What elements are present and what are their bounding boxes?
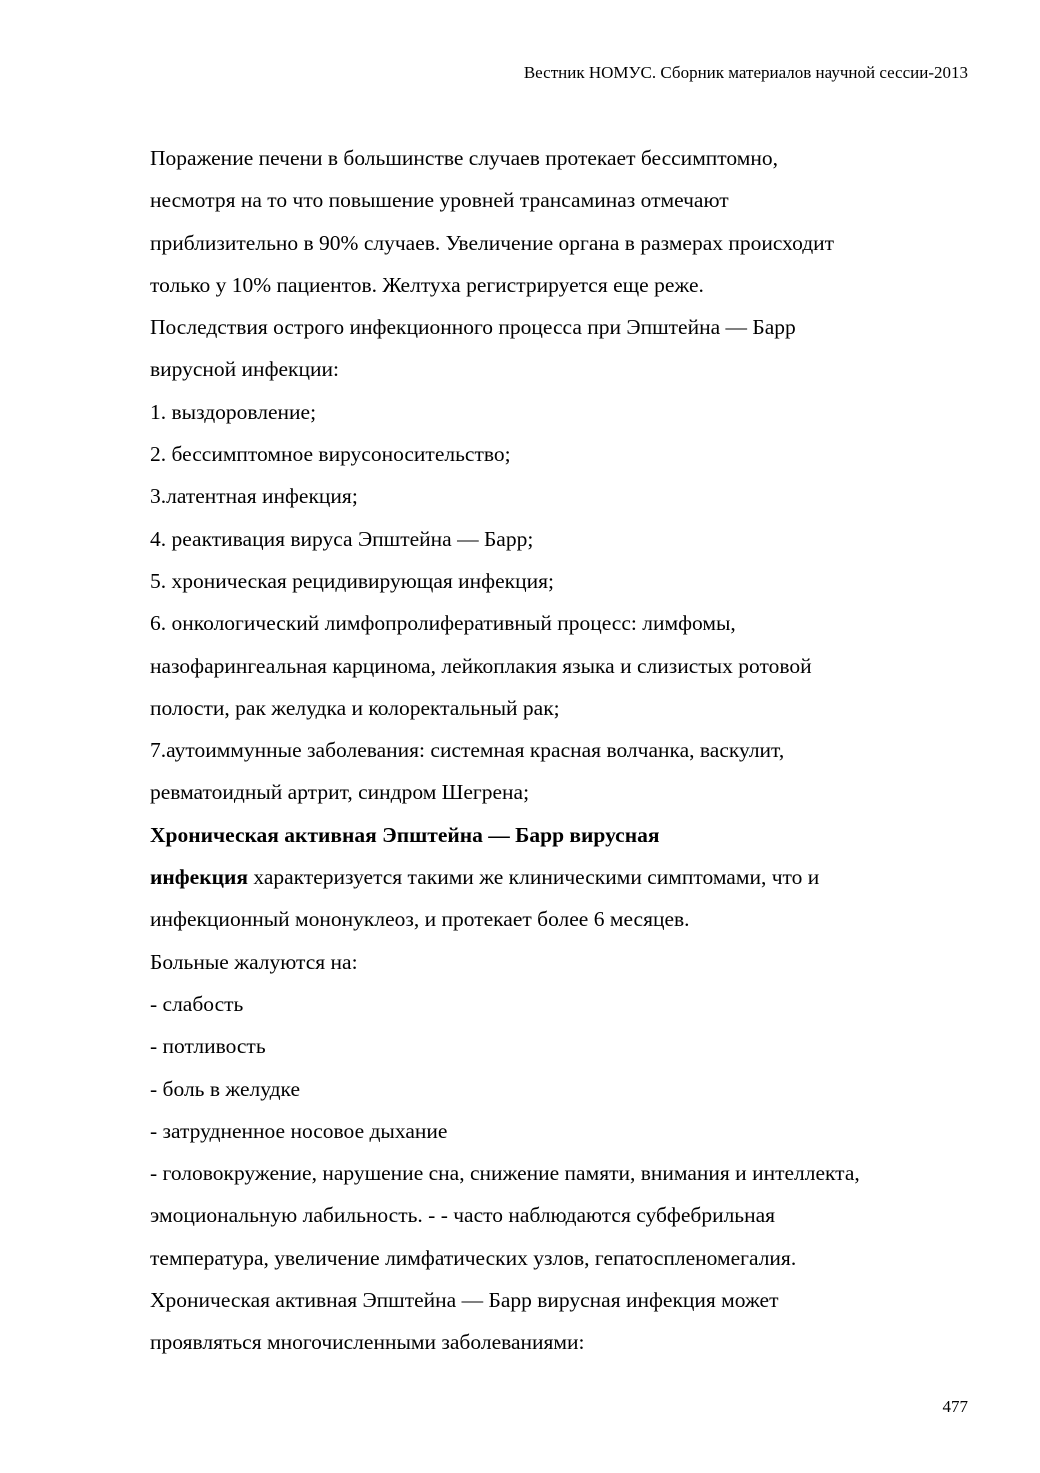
list-item: 5. хроническая рецидивирующая инфекция;: [150, 568, 554, 593]
list-item: 4. реактивация вируса Эпштейна — Барр;: [150, 526, 534, 551]
list-item: - слабость: [150, 991, 244, 1016]
list-item: 2. бессимптомное вирусоносительство;: [150, 442, 511, 467]
text-line: вирусной инфекции:: [150, 357, 339, 382]
text-line: Поражение печени в большинстве случаев протекает бессимптомно,: [150, 146, 778, 170]
page-number: 477: [942, 1397, 968, 1416]
text-line: полости, рак желудка и колоректальный рак;: [150, 695, 560, 720]
text-line: только у 10% пациентов. Желтуха регистрируется еще реже.: [150, 272, 704, 297]
list-item: 6. онкологический лимфопролиферативный процесс: лимфомы,: [150, 611, 736, 636]
list-item: - боль в желудке: [150, 1076, 301, 1101]
list-item: 7.аутоиммунные заболевания: системная красная волчанка, васкулит,: [150, 738, 785, 763]
text-line: температура, увеличение лимфатических узлов, гепатоспленомегалия.: [150, 1245, 797, 1270]
text-line: ревматоидный артрит, синдром Шегрена;: [150, 780, 530, 805]
list-item: - затрудненное носовое дыхание: [150, 1118, 448, 1143]
list-item: - головокружение, нарушение сна, снижение памяти, внимания и интеллекта,: [150, 1161, 860, 1186]
definition-line: [150, 856, 970, 898]
page-body: [150, 137, 970, 1364]
text-line: инфекционный мононуклеоз, и протекает более 6 месяцев.: [150, 907, 690, 932]
list-item: 1. выздоровление;: [150, 399, 317, 424]
text-line: несмотря на то что повышение уровней трансаминаз отмечают: [150, 188, 729, 213]
text-line: Хроническая активная Эпштейна — Барр вирусная инфекция может: [150, 1288, 779, 1313]
definition-term: инфекция: [150, 865, 248, 890]
text-line: Больные жалуются на:: [150, 949, 358, 974]
list-item: 3.латентная инфекция;: [150, 484, 358, 509]
text-line: эмоциональную лабильность. - - часто наблюдаются субфебрильная: [150, 1203, 776, 1228]
section-heading: Хроническая активная Эпштейна — Барр вирусная: [150, 822, 660, 847]
text-line: Последствия острого инфекционного процесса при Эпштейна — Барр: [150, 315, 796, 340]
definition-text: характеризуется такими же клиническими симптомами, что и: [248, 865, 820, 890]
text-line: проявляться многочисленными заболеваниями:: [150, 1330, 585, 1355]
running-header: Вестник НОМУС. Сборник материалов научной сессии-2013: [523, 63, 968, 82]
text-line: назофарингеальная карцинома, лейкоплакия языка и слизистых ротовой: [150, 653, 812, 678]
text-line: приблизительно в 90% случаев. Увеличение органа в размерах происходит: [150, 230, 835, 255]
list-item: - потливость: [150, 1034, 266, 1059]
